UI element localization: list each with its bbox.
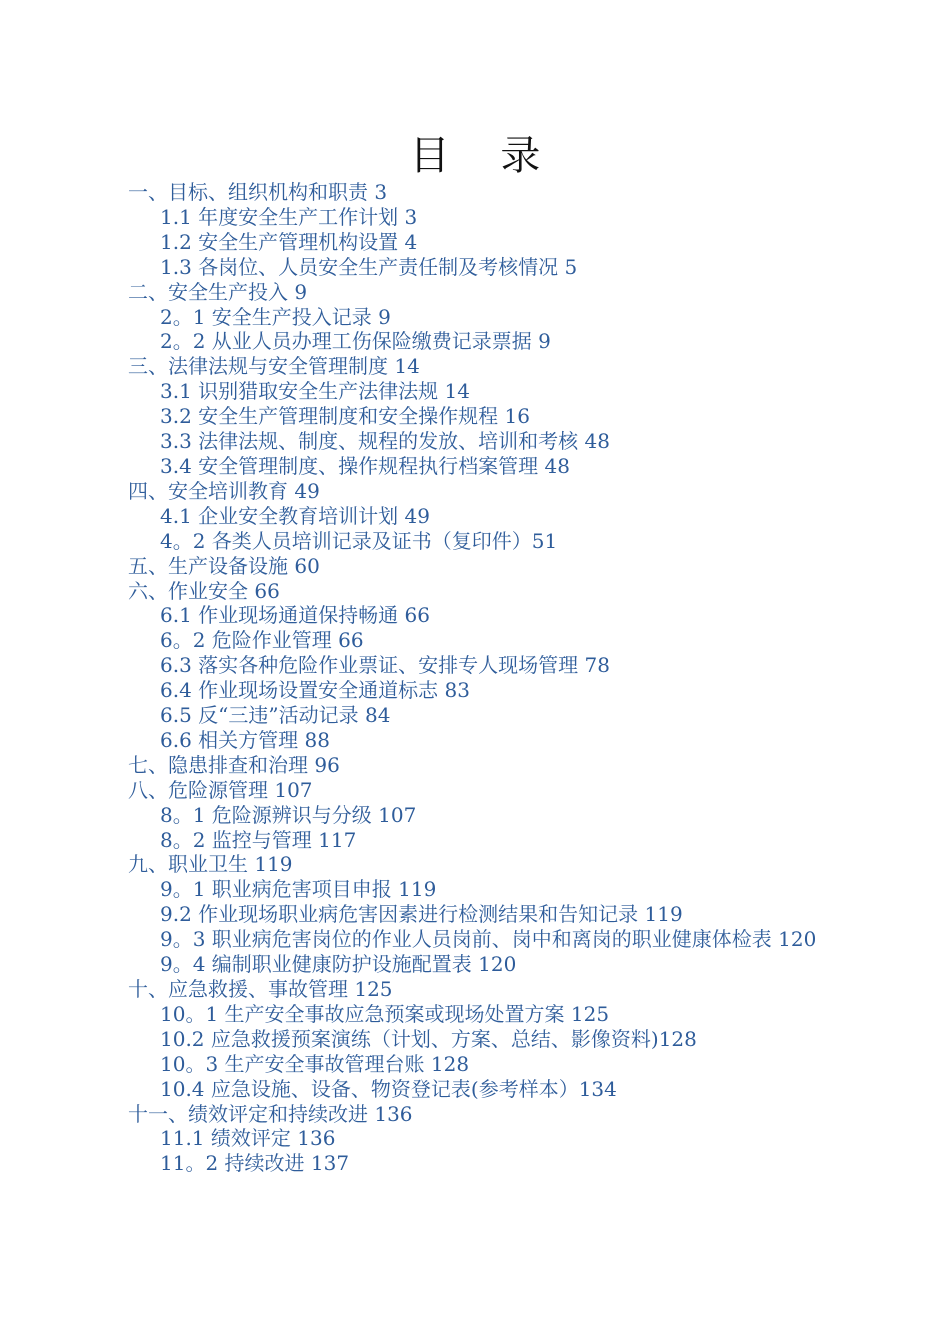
toc-chapter-link[interactable]: 八、危险源管理 107 (128, 777, 313, 802)
toc-section-link[interactable]: 8。1 危险源辨识与分级 107 (160, 802, 417, 827)
toc-section-link[interactable]: 9。4 编制职业健康防护设施配置表 120 (160, 952, 517, 977)
toc-section-link[interactable]: 9.2 作业现场职业病危害因素进行检测结果和告知记录 119 (160, 902, 683, 927)
toc-section-link[interactable]: 6.6 相关方管理 88 (160, 727, 330, 752)
toc-section-link[interactable]: 6.4 作业现场设置安全通道标志 83 (160, 678, 470, 703)
toc-chapter-link[interactable]: 一、目标、组织机构和职责 3 (128, 180, 388, 204)
toc-chapter-link[interactable]: 四、安全培训教育 49 (128, 478, 320, 503)
toc-section-link[interactable]: 6.1 作业现场通道保持畅通 66 (160, 603, 430, 628)
toc-section-link[interactable]: 10。3 生产安全事故管理台账 128 (160, 1051, 470, 1076)
toc-section-link[interactable]: 9。1 职业病危害项目申报 119 (160, 877, 437, 902)
toc-chapter-link[interactable]: 七、隐患排查和治理 96 (128, 752, 340, 777)
toc-section-link[interactable]: 3.2 安全生产管理制度和安全操作规程 16 (160, 404, 530, 429)
toc-section-link[interactable]: 1.1 年度安全生产工作计划 3 (160, 204, 418, 229)
toc-section-link[interactable]: 10.4 应急设施、设备、物资登记表(参考样本）134 (160, 1076, 617, 1101)
page-title: 目 录 (409, 133, 541, 179)
toc-chapter-link[interactable]: 三、法律法规与安全管理制度 14 (128, 354, 420, 379)
toc-section-link[interactable]: 6.5 反“三违”活动记录 84 (160, 703, 391, 728)
toc-section-link[interactable]: 10。1 生产安全事故应急预案或现场处置方案 125 (160, 1001, 610, 1026)
toc-section-link[interactable]: 1.3 各岗位、人员安全生产责任制及考核情况 5 (160, 254, 578, 279)
toc-section-link[interactable]: 6.3 落实各种危险作业票证、安排专人现场管理 78 (160, 653, 610, 678)
toc-section-link[interactable]: 4.1 企业安全教育培训计划 49 (160, 503, 430, 528)
toc-chapter-link[interactable]: 九、职业卫生 119 (128, 852, 293, 877)
toc-section-link[interactable]: 8。2 监控与管理 117 (160, 827, 357, 852)
toc-chapter-link[interactable]: 二、安全生产投入 9 (128, 279, 308, 304)
toc-section-link[interactable]: 11。2 持续改进 137 (160, 1151, 350, 1176)
toc-section-link[interactable]: 4。2 各类人员培训记录及证书（复印件）51 (160, 528, 558, 553)
toc-section-link[interactable]: 3.1 识别猎取安全生产法律法规 14 (160, 379, 470, 404)
toc-section-link[interactable]: 2。1 安全生产投入记录 9 (160, 304, 391, 329)
toc-section-link[interactable]: 11.1 绩效评定 136 (160, 1126, 336, 1151)
toc-section-link[interactable]: 1.2 安全生产管理机构设置 4 (160, 229, 418, 254)
toc-chapter-link[interactable]: 六、作业安全 66 (128, 578, 280, 603)
toc-section-link[interactable]: 3.4 安全管理制度、操作规程执行档案管理 48 (160, 453, 570, 478)
toc-section-link[interactable]: 3.3 法律法规、制度、规程的发放、培训和考核 48 (160, 429, 610, 454)
toc-section-link[interactable]: 6。2 危险作业管理 66 (160, 628, 364, 653)
toc-section-link[interactable]: 9。3 职业病危害岗位的作业人员岗前、岗中和离岗的职业健康体检表 120 (160, 927, 817, 952)
toc-chapter-link[interactable]: 十一、绩效评定和持续改进 136 (128, 1101, 413, 1126)
toc-chapter-link[interactable]: 十、应急救援、事故管理 125 (128, 977, 393, 1001)
toc-section-link[interactable]: 2。2 从业人员办理工伤保险缴费记录票据 9 (160, 329, 551, 354)
toc-chapter-link[interactable]: 五、生产设备设施 60 (128, 553, 320, 578)
table-of-contents (128, 180, 828, 1176)
toc-section-link[interactable]: 10.2 应急救援预案演练（计划、方案、总结、影像资料)128 (160, 1026, 697, 1051)
